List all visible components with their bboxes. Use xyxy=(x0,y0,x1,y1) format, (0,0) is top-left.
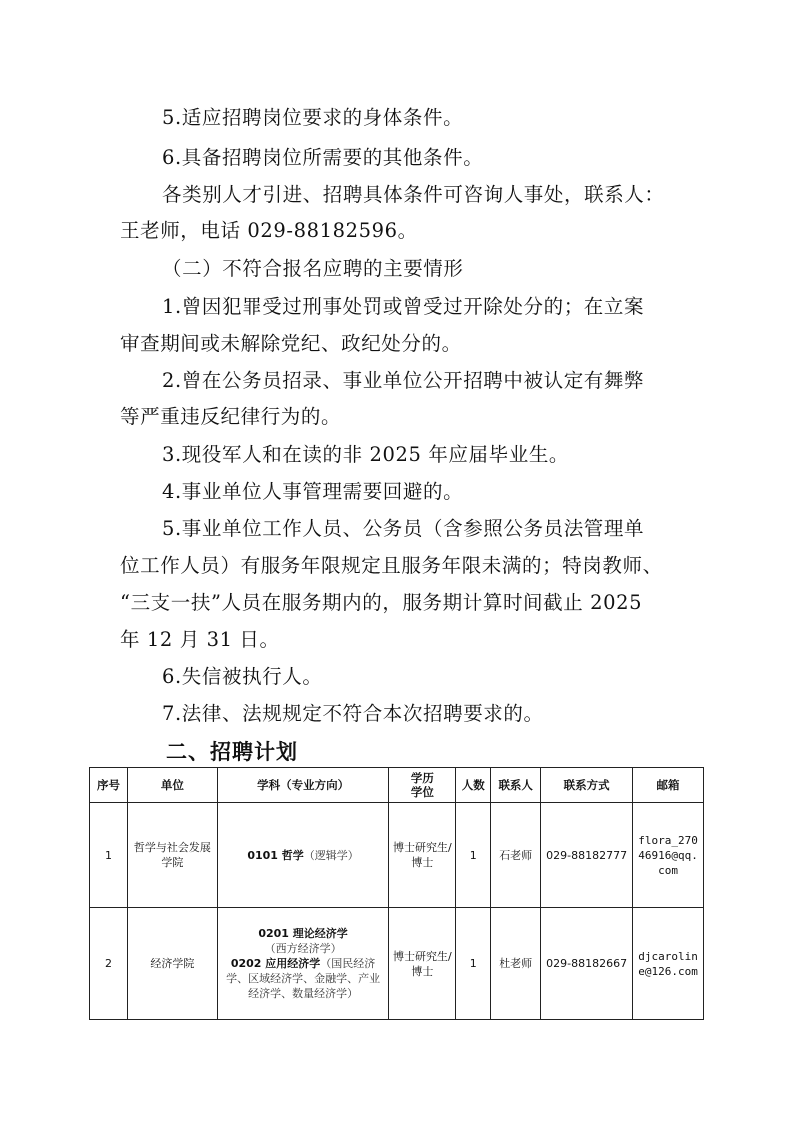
paragraph-line: 等严重违反纪律行为的。 xyxy=(120,405,342,428)
table-row xyxy=(90,908,704,1020)
subject-code: 0202 应用经济学 xyxy=(230,957,321,970)
subject-direction: （国民经济学、区域经济学、金融学、产业经济学、数量经济学） xyxy=(226,957,381,1000)
header-degree: 学历 学位 xyxy=(389,768,456,803)
header-count: 人数 xyxy=(456,768,491,803)
cell-count: 1 xyxy=(456,803,491,908)
paragraph-line: 审查期间或未解除党纪、政纪处分的。 xyxy=(120,332,462,355)
paragraph-line: 5.适应招聘岗位要求的身体条件。 xyxy=(162,106,464,129)
header-unit: 单位 xyxy=(127,768,217,803)
cell-degree: 博士研究生/博士 xyxy=(389,908,456,1020)
paragraph-line: 1.曾因犯罪受过刑事处罚或曾受过开除处分的；在立案 xyxy=(162,295,645,318)
sub-heading: （二）不符合报名应聘的主要情形 xyxy=(162,257,464,280)
cell-phone: 029-88182777 xyxy=(541,803,633,908)
subject-code: 0201 理论经济学 xyxy=(258,927,348,940)
cell-no: 2 xyxy=(90,908,128,1020)
paragraph-line: “三支一扶”人员在服务期内的，服务期计算时间截止 2025 xyxy=(120,591,643,614)
paragraph-line: 6.具备招聘岗位所需要的其他条件。 xyxy=(162,146,484,169)
paragraph-line: 5.事业单位工作人员、公务员（含参照公务员法管理单 xyxy=(162,517,645,540)
cell-unit: 哲学与社会发展学院 xyxy=(127,803,217,908)
cell-subject xyxy=(217,908,389,1020)
cell-phone: 029-88182667 xyxy=(541,908,633,1020)
paragraph-line: 年 12 月 31 日。 xyxy=(120,628,280,651)
section-heading: 二、招聘计划 xyxy=(166,740,298,764)
table-header-row xyxy=(90,768,704,803)
paragraph-line: 各类别人才引进、招聘具体条件可咨询人事处，联系人： xyxy=(162,183,665,206)
paragraph-line: 4.事业单位人事管理需要回避的。 xyxy=(162,480,464,503)
header-subject: 学科（专业方向） xyxy=(217,768,389,803)
header-phone: 联系方式 xyxy=(541,768,633,803)
paragraph-line: 7.法律、法规规定不符合本次招聘要求的。 xyxy=(162,702,544,725)
recruitment-plan-table xyxy=(89,767,704,1020)
header-no: 序号 xyxy=(90,768,128,803)
cell-degree: 博士研究生/博士 xyxy=(389,803,456,908)
subject-code: 0101 哲学 xyxy=(247,848,304,862)
subject-direction: （逻辑学） xyxy=(303,848,359,862)
cell-subject xyxy=(217,803,389,908)
cell-no: 1 xyxy=(90,803,128,908)
cell-email[interactable]: djcaroline@126.com xyxy=(633,908,704,1020)
cell-count: 1 xyxy=(456,908,491,1020)
paragraph-line: 位工作人员）有服务年限规定且服务年限未满的；特岗教师、 xyxy=(120,554,663,577)
cell-unit: 经济学院 xyxy=(127,908,217,1020)
cell-email[interactable]: flora_27046916@qq.com xyxy=(633,803,704,908)
paragraph-line: 王老师，电话 029-88182596。 xyxy=(120,219,418,242)
header-email: 邮箱 xyxy=(633,768,704,803)
cell-contact: 杜老师 xyxy=(491,908,541,1020)
table-row xyxy=(90,803,704,908)
paragraph-line: 2.曾在公务员招录、事业单位公开招聘中被认定有舞弊 xyxy=(162,369,645,392)
paragraph-line: 6.失信被执行人。 xyxy=(162,665,323,688)
paragraph-line: 3.现役军人和在读的非 2025 年应届毕业生。 xyxy=(162,443,570,466)
subject-direction: （西方经济学） xyxy=(264,942,342,955)
cell-contact: 石老师 xyxy=(491,803,541,908)
header-contact: 联系人 xyxy=(491,768,541,803)
